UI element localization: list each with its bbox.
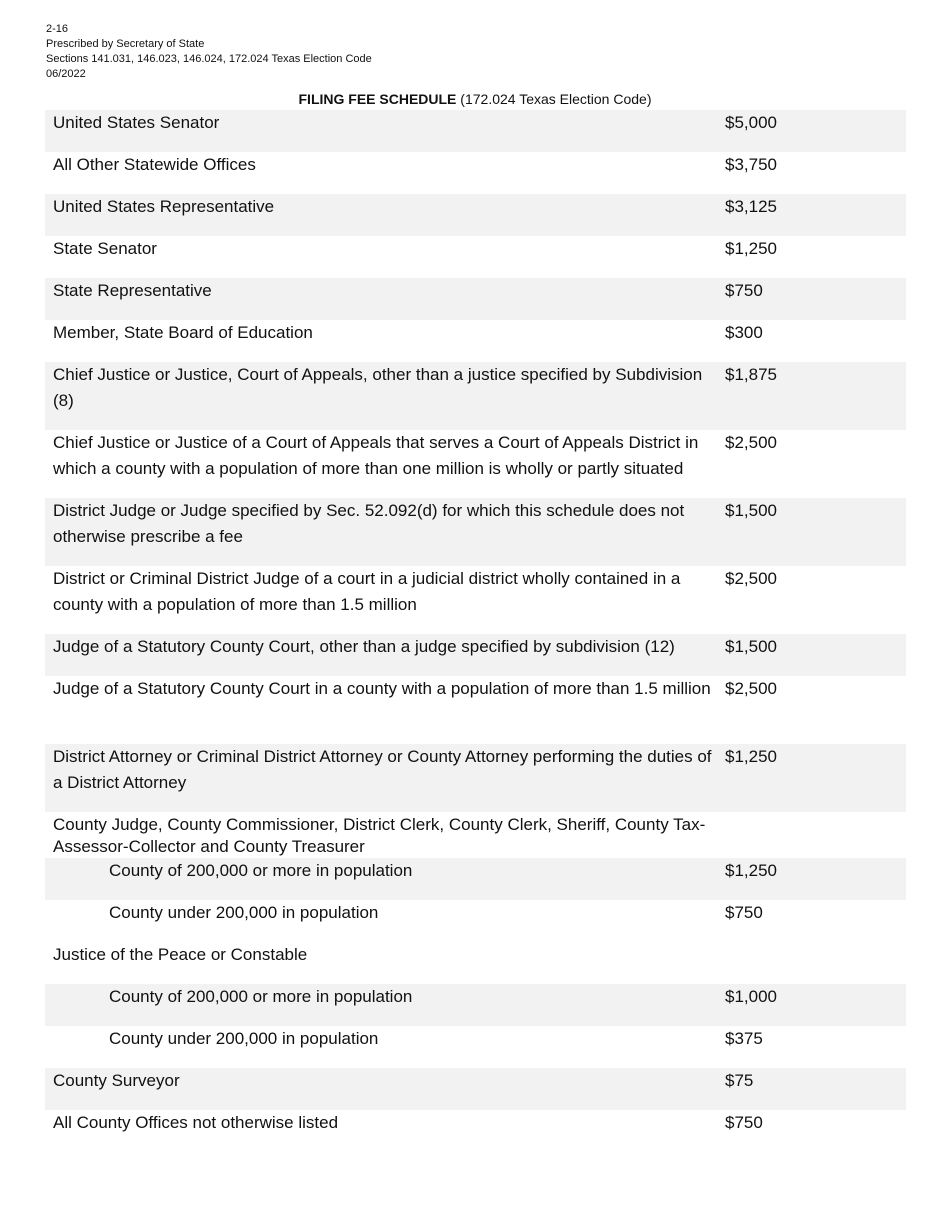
table-row <box>45 236 906 278</box>
office-name: Member, State Board of Education <box>53 323 313 342</box>
prescribed-by: Prescribed by Secretary of State <box>46 38 205 50</box>
office-name: District or Criminal District Judge of a court in a judicial district wholly contained in a county with a population of more than 1.5 million <box>53 569 681 614</box>
filing-fee: $2,500 <box>725 569 777 588</box>
office-name: United States Representative <box>53 197 275 216</box>
fee-schedule-table <box>45 110 906 1152</box>
table-row <box>45 984 906 1026</box>
table-row <box>45 900 906 942</box>
table-row <box>45 152 906 194</box>
office-name: State Representative <box>53 281 212 300</box>
filing-fee: $2,500 <box>725 433 777 452</box>
table-row <box>45 744 906 812</box>
office-name: District Attorney or Criminal District Attorney or County Attorney performing the duties of a District Attorney <box>53 747 712 792</box>
table-row <box>45 1068 906 1110</box>
office-name: Judge of a Statutory County Court in a county with a population of more than 1.5 million <box>53 679 711 698</box>
table-row-section-heading <box>45 942 906 984</box>
filing-fee: $1,250 <box>725 239 777 258</box>
filing-fee: $1,500 <box>725 501 777 520</box>
table-row <box>45 362 906 430</box>
office-name: District Judge or Judge specified by Sec. 52.092(d) for which this schedule does not otherwise prescribe a fee <box>53 501 685 546</box>
filing-fee: $1,250 <box>725 747 777 766</box>
form-header <box>46 22 372 82</box>
filing-fee: $375 <box>725 1029 763 1048</box>
filing-fee: $1,875 <box>725 365 777 384</box>
filing-fee: $2,500 <box>725 679 777 698</box>
table-row <box>45 498 906 566</box>
page-title <box>0 91 950 107</box>
filing-fee: $1,000 <box>725 987 777 1006</box>
office-group-heading: County Judge, County Commissioner, District Clerk, County Clerk, Sheriff, County Tax-Assessor-Collector and County Treasurer <box>53 815 706 856</box>
table-row <box>45 1026 906 1068</box>
table-row <box>45 278 906 320</box>
filing-fee <box>717 942 906 984</box>
statute-sections: Sections 141.031, 146.023, 146.024, 172.024 Texas Election Code <box>46 53 372 65</box>
filing-fee: $1,250 <box>725 861 777 880</box>
table-row <box>45 1110 906 1152</box>
office-name: State Senator <box>53 239 157 258</box>
filing-fee: $1,500 <box>725 637 777 656</box>
office-name: United States Senator <box>53 113 220 132</box>
office-group-heading: Justice of the Peace or Constable <box>53 945 308 964</box>
table-row <box>45 676 906 744</box>
office-subcategory: County of 200,000 or more in population <box>109 861 413 880</box>
filing-fee <box>717 812 906 858</box>
table-row <box>45 110 906 152</box>
office-subcategory: County of 200,000 or more in population <box>109 987 413 1006</box>
filing-fee: $3,125 <box>725 197 777 216</box>
table-row <box>45 320 906 362</box>
filing-fee: $300 <box>725 323 763 342</box>
office-name: All Other Statewide Offices <box>53 155 256 174</box>
title-citation: (172.024 Texas Election Code) <box>456 91 652 107</box>
table-row-section-heading <box>45 812 906 858</box>
title-bold: FILING FEE SCHEDULE <box>298 91 457 107</box>
office-name: All County Offices not otherwise listed <box>53 1113 339 1132</box>
filing-fee: $3,750 <box>725 155 777 174</box>
filing-fee: $5,000 <box>725 113 777 132</box>
table-row <box>45 858 906 900</box>
filing-fee: $75 <box>725 1071 754 1090</box>
office-subcategory: County under 200,000 in population <box>109 1029 379 1048</box>
office-subcategory: County under 200,000 in population <box>109 903 379 922</box>
table-row <box>45 566 906 634</box>
office-name: Chief Justice or Justice of a Court of Appeals that serves a Court of Appeals District in which a county with a population of more than one million is wholly or partly situated <box>53 433 699 478</box>
office-name: Judge of a Statutory County Court, other than a judge specified by subdivision (12) <box>53 637 675 656</box>
filing-fee: $750 <box>725 903 763 922</box>
office-name: County Surveyor <box>53 1071 180 1090</box>
filing-fee: $750 <box>725 1113 763 1132</box>
form-date: 06/2022 <box>46 68 86 80</box>
office-name: Chief Justice or Justice, Court of Appeals, other than a justice specified by Subdivision (8) <box>53 365 703 410</box>
table-row <box>45 430 906 498</box>
filing-fee: $750 <box>725 281 763 300</box>
table-row <box>45 194 906 236</box>
table-row <box>45 634 906 676</box>
form-number: 2-16 <box>46 23 69 35</box>
